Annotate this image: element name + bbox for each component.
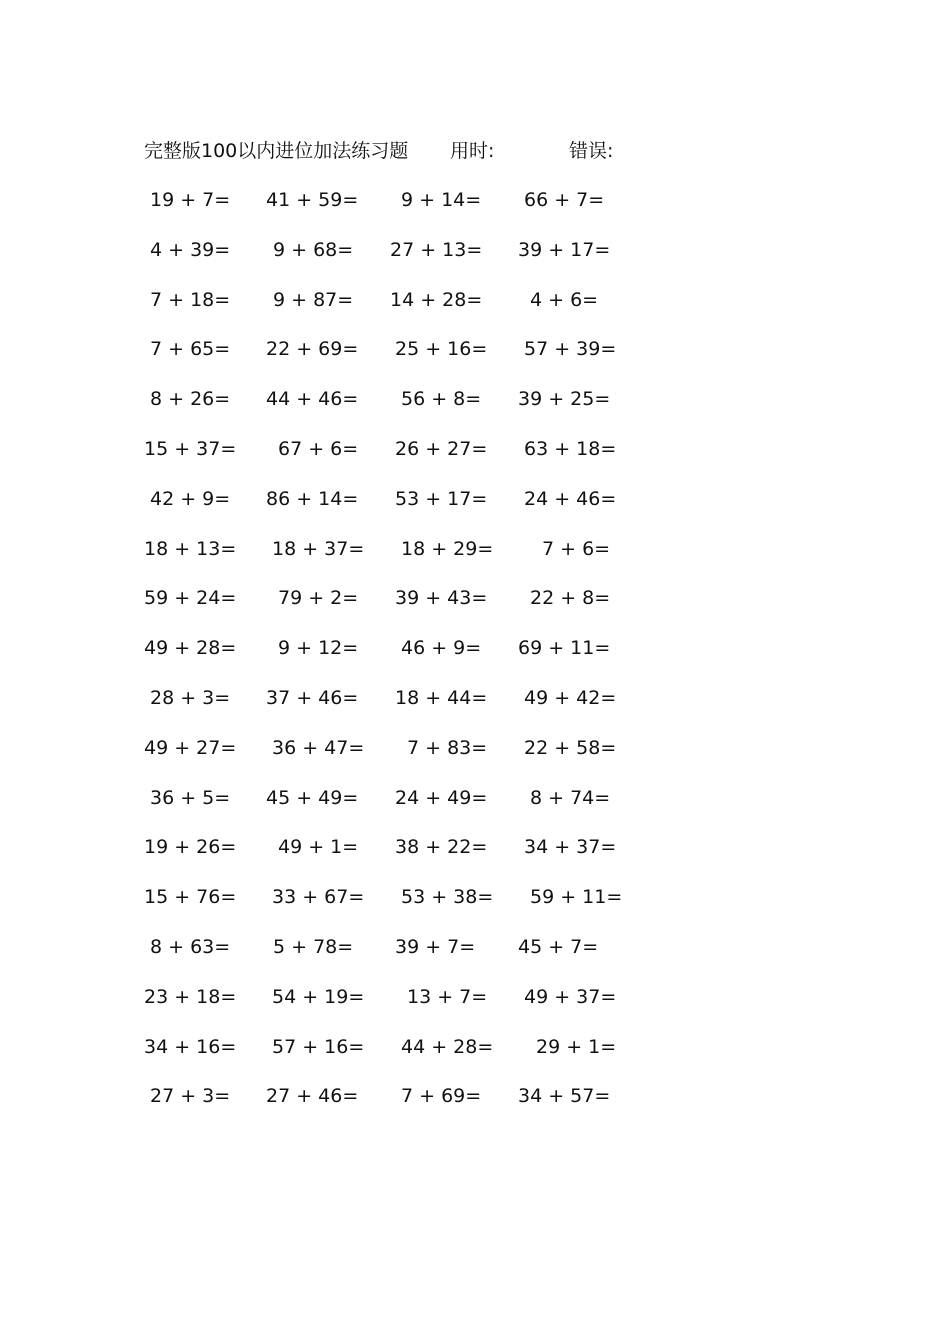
addition-problem: 24 + 46= xyxy=(524,487,617,510)
problem-row xyxy=(0,733,950,763)
addition-problem: 15 + 76= xyxy=(144,886,237,909)
addition-problem: 69 + 11= xyxy=(518,637,611,660)
addition-problem: 18 + 37= xyxy=(272,537,365,560)
addition-problem: 28 + 3= xyxy=(150,687,231,709)
addition-problem: 22 + 69= xyxy=(266,338,359,361)
addition-problem: 9 + 14= xyxy=(401,189,482,211)
addition-problem: 34 + 57= xyxy=(518,1085,611,1108)
addition-problem: 34 + 37= xyxy=(524,836,617,859)
addition-problem: 4 + 6= xyxy=(530,288,599,311)
addition-problem: 41 + 59= xyxy=(266,189,359,211)
addition-problem: 5 + 78= xyxy=(273,936,354,958)
addition-problem: 66 + 7= xyxy=(524,189,605,211)
problem-row xyxy=(0,384,950,414)
addition-problem: 27 + 46= xyxy=(266,1085,359,1108)
problem-row xyxy=(0,185,950,215)
addition-problem: 63 + 18= xyxy=(524,438,617,460)
addition-problem: 9 + 87= xyxy=(273,288,354,311)
addition-problem: 34 + 16= xyxy=(144,1035,237,1058)
addition-problem: 46 + 9= xyxy=(401,637,482,660)
addition-problem: 7 + 83= xyxy=(407,736,488,759)
addition-problem: 7 + 65= xyxy=(150,338,231,361)
addition-problem: 39 + 7= xyxy=(395,936,476,958)
problem-row xyxy=(0,534,950,564)
addition-problem: 59 + 24= xyxy=(144,587,237,610)
addition-problem: 57 + 16= xyxy=(272,1035,365,1058)
problem-row xyxy=(0,882,950,912)
addition-problem: 25 + 16= xyxy=(395,338,488,361)
addition-problem: 53 + 17= xyxy=(395,487,488,510)
problem-row xyxy=(0,285,950,315)
problem-row xyxy=(0,832,950,862)
addition-problem: 57 + 39= xyxy=(524,338,617,361)
addition-problem: 29 + 1= xyxy=(536,1035,617,1058)
addition-problem: 56 + 8= xyxy=(401,388,482,411)
addition-problem: 7 + 69= xyxy=(401,1085,482,1108)
addition-problem: 22 + 58= xyxy=(524,736,617,759)
problem-row xyxy=(0,783,950,813)
addition-problem: 9 + 12= xyxy=(278,637,359,660)
addition-problem: 18 + 13= xyxy=(144,537,237,560)
addition-problem: 39 + 17= xyxy=(518,238,611,261)
addition-problem: 42 + 9= xyxy=(150,487,231,510)
addition-problem: 59 + 11= xyxy=(530,886,623,909)
addition-problem: 45 + 49= xyxy=(266,786,359,809)
addition-problem: 27 + 3= xyxy=(150,1085,231,1108)
addition-problem: 8 + 63= xyxy=(150,936,231,958)
addition-problem: 24 + 49= xyxy=(395,786,488,809)
addition-problem: 18 + 29= xyxy=(401,537,494,560)
problem-row xyxy=(0,1081,950,1111)
addition-problem: 33 + 67= xyxy=(272,886,365,909)
addition-problem: 39 + 43= xyxy=(395,587,488,610)
addition-problem: 49 + 1= xyxy=(278,836,359,859)
addition-problem: 49 + 27= xyxy=(144,736,237,759)
problem-row xyxy=(0,932,950,962)
addition-problem: 67 + 6= xyxy=(278,438,359,460)
addition-problem: 53 + 38= xyxy=(401,886,494,909)
addition-problem: 8 + 74= xyxy=(530,786,611,809)
addition-problem: 4 + 39= xyxy=(150,238,231,261)
addition-problem: 36 + 47= xyxy=(272,736,365,759)
problem-row xyxy=(0,1032,950,1062)
addition-problem: 79 + 2= xyxy=(278,587,359,610)
addition-problem: 44 + 28= xyxy=(401,1035,494,1058)
addition-problem: 26 + 27= xyxy=(395,438,488,460)
addition-problem: 45 + 7= xyxy=(518,936,599,958)
addition-problem: 36 + 5= xyxy=(150,786,231,809)
problem-row xyxy=(0,484,950,514)
addition-problem: 49 + 42= xyxy=(524,687,617,709)
addition-problem: 19 + 26= xyxy=(144,836,237,859)
problem-row xyxy=(0,583,950,613)
addition-problem: 23 + 18= xyxy=(144,985,237,1008)
problem-row xyxy=(0,633,950,663)
addition-problem: 9 + 68= xyxy=(273,238,354,261)
addition-problem: 13 + 7= xyxy=(407,985,488,1008)
worksheet-title: 完整版100以内进位加法练习题 xyxy=(144,140,409,162)
addition-problem: 27 + 13= xyxy=(390,238,483,261)
addition-problem: 22 + 8= xyxy=(530,587,611,610)
addition-problem: 14 + 28= xyxy=(390,288,483,311)
problem-row xyxy=(0,982,950,1012)
problem-row xyxy=(0,434,950,464)
addition-problem: 7 + 6= xyxy=(542,537,611,560)
errors-label: 错误: xyxy=(569,140,614,162)
addition-problem: 18 + 44= xyxy=(395,687,488,709)
addition-problem: 39 + 25= xyxy=(518,388,611,411)
addition-problem: 49 + 28= xyxy=(144,637,237,660)
addition-problem: 19 + 7= xyxy=(150,189,231,211)
addition-problem: 54 + 19= xyxy=(272,985,365,1008)
addition-problem: 38 + 22= xyxy=(395,836,488,859)
addition-problem: 37 + 46= xyxy=(266,687,359,709)
addition-problem: 8 + 26= xyxy=(150,388,231,411)
problem-row xyxy=(0,334,950,364)
addition-problem: 15 + 37= xyxy=(144,438,237,460)
problem-row xyxy=(0,235,950,265)
time-used-label: 用时: xyxy=(450,140,495,162)
addition-problem: 49 + 37= xyxy=(524,985,617,1008)
addition-problem: 86 + 14= xyxy=(266,487,359,510)
addition-problem: 44 + 46= xyxy=(266,388,359,411)
problem-row xyxy=(0,683,950,713)
addition-problem: 7 + 18= xyxy=(150,288,231,311)
